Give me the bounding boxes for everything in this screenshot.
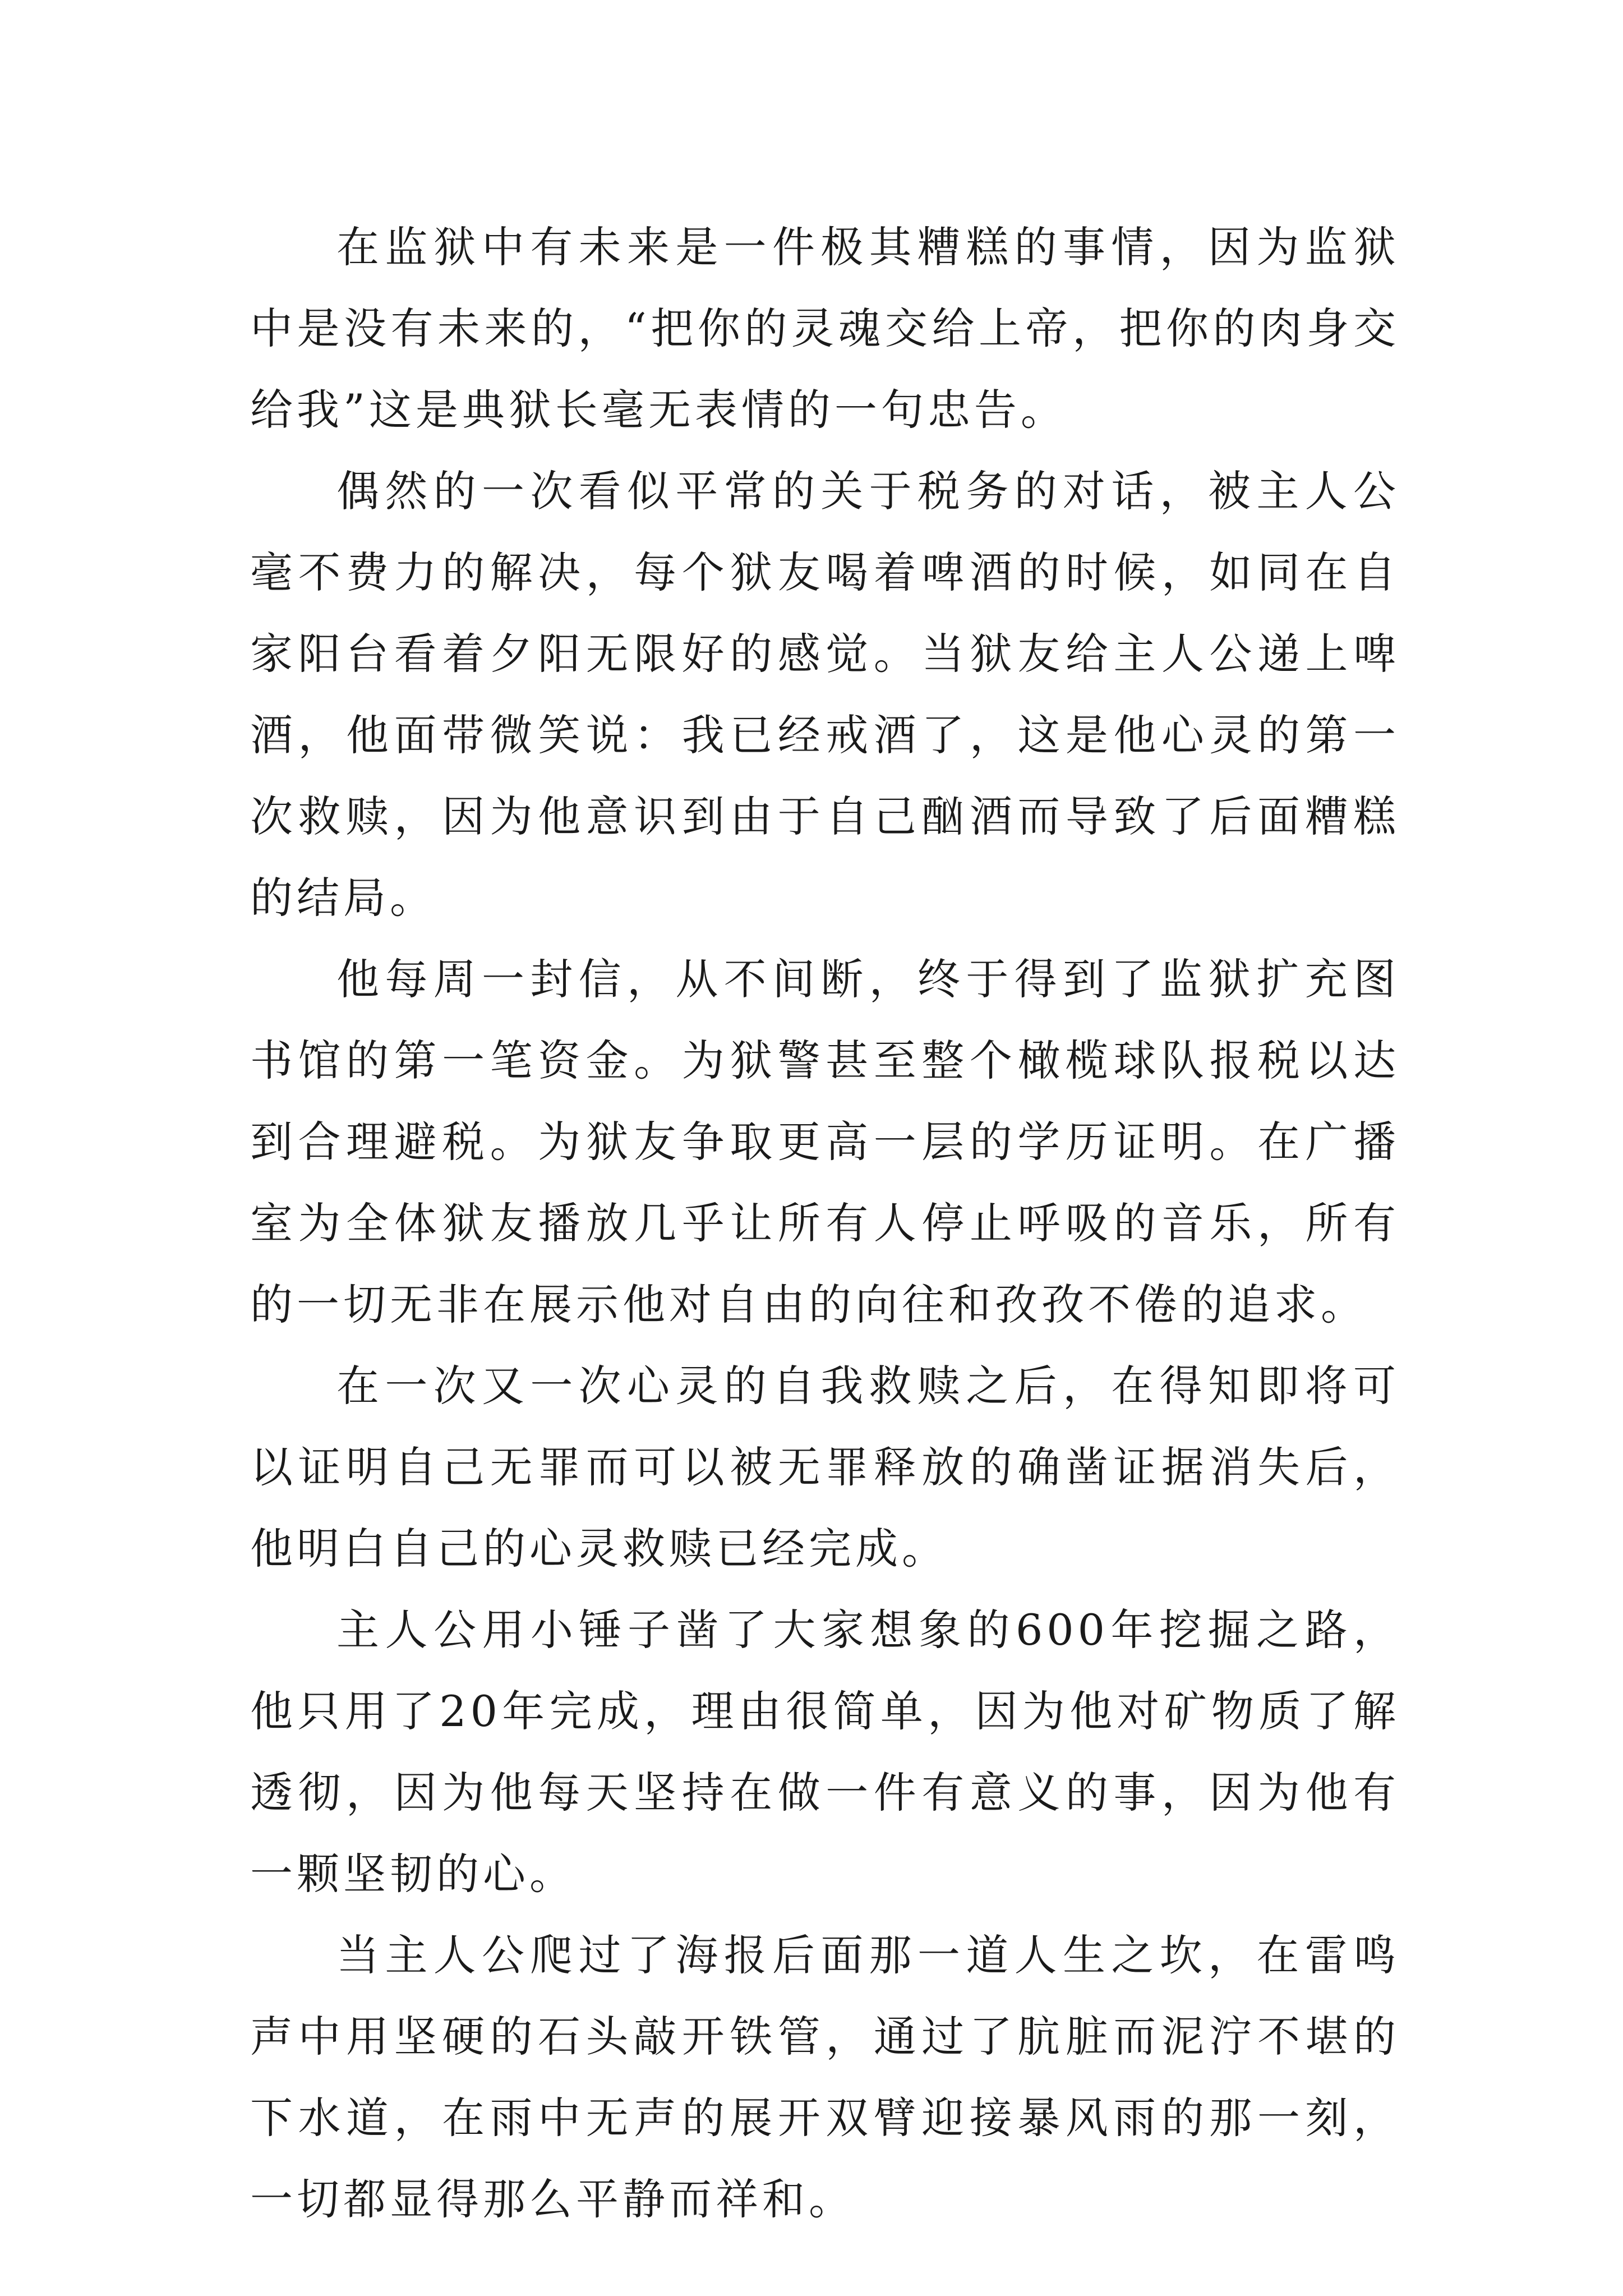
paragraph-2: 偶然的一次看似平常的关于税务的对话，被主人公毫不费力的解决，每个狱友喝着啤酒的时候，如同在自家阳台看着夕阳无限好的感觉。当狱友给主人公递上啤酒，他面带微笑说：我已经戒酒了，这是他心灵的第一次救赎，因为他意识到由于自己酗酒而导致了后面糟糕的结局。 [250, 466, 1400, 923]
document-body [250, 206, 1400, 2240]
paragraph-1: 在监狱中有未来是一件极其糟糕的事情，因为监狱中是没有未来的，“把你的灵魂交给上帝，把你的肉身交给我”这是典狱长毫无表情的一句忠告。 [250, 222, 1400, 435]
paragraph-6: 当主人公爬过了海报后面那一道人生之坎，在雷鸣声中用坚硬的石头敲开铁管，通过了肮脏而泥泞不堪的下水道，在雨中无声的展开双臂迎接暴风雨的那一刻，一切都显得那么平静而祥和。 [250, 1930, 1400, 2224]
paragraph-3: 他每周一封信，从不间断，终于得到了监狱扩充图书馆的第一笔资金。为狱警甚至整个橄榄球队报税以达到合理避税。为狱友争取更高一层的学历证明。在广播室为全体狱友播放几乎让所有人停止呼吸的音乐，所有的一切无非在展示他对自由的向往和孜孜不倦的追求。 [250, 954, 1400, 1329]
paragraph-5: 主人公用小锤子凿了大家想象的600年挖掘之路，他只用了20年完成，理由很简单，因为他对矿物质了解透彻，因为他每天坚持在做一件有意义的事，因为他有一颗坚韧的心。 [250, 1605, 1400, 1899]
paragraph-4: 在一次又一次心灵的自我救赎之后，在得知即将可以证明自己无罪而可以被无罪释放的确凿证据消失后，他明白自己的心灵救赎已经完成。 [250, 1361, 1400, 1573]
